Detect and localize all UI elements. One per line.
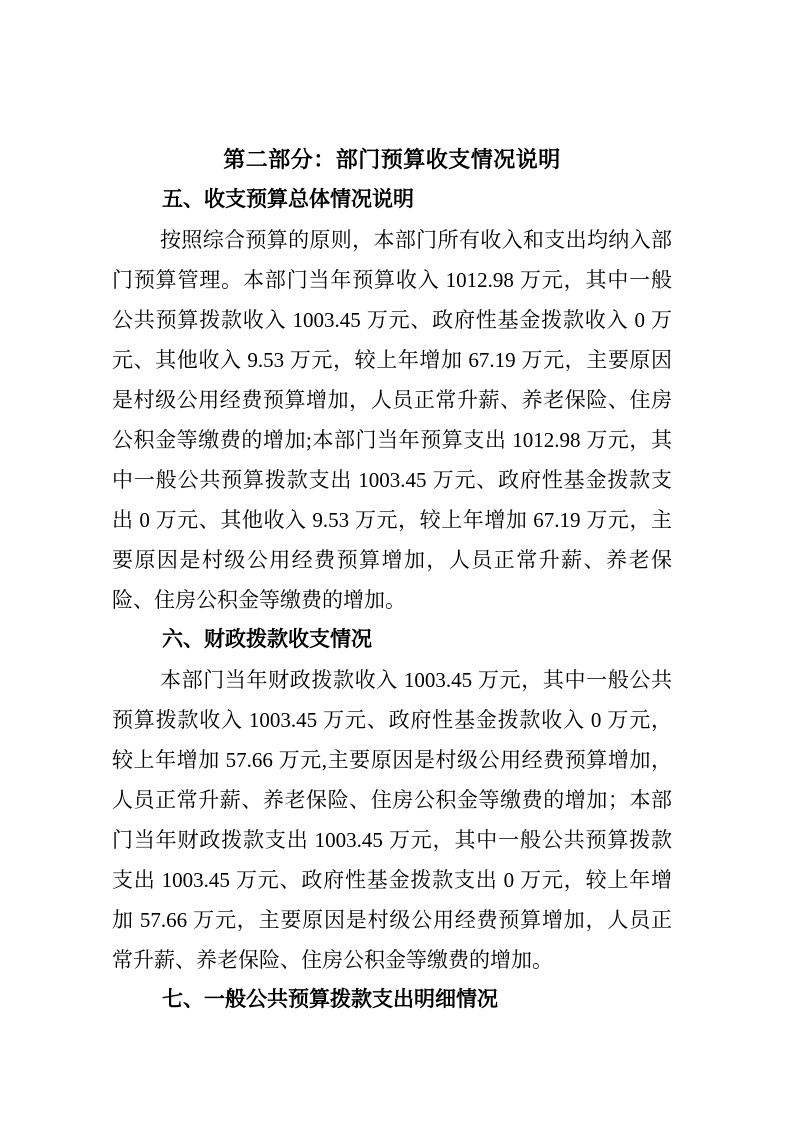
section-heading-overall-budget: 五、收支预算总体情况说明 [162, 188, 414, 211]
section-heading-fiscal-appropriation: 六、财政拨款收支情况 [162, 628, 372, 651]
section-fiscal-appropriation-paragraph: 本部门当年财政拨款收入 1003.45 万元，其中一般公共预算拨款收入 1003.45 万元、政府性基金拨款收入 0 万元，较上年增加 57.66 万元,主要原因是村级公用经费预算增加，人员正常升薪、养老保险、住房公积金等缴费的增加；本部门当年财政拨款支出 1003.45 万元，其中一般公共预算拨款支出 1003.45 万元、政府性基金拨款支出 0 万元，较上年增加 57.66 万元，主要原因是村级公用经费预算增加，人员正常升薪、养老保险、住房公积金等缴费的增加。 [112, 668, 672, 972]
section-overall-budget-paragraph: 按照综合预算的原则，本部门所有收入和支出均纳入部门预算管理。本部门当年预算收入 1012.98 万元，其中一般公共预算拨款收入 1003.45 万元、政府性基金拨款收入 0 万元、其他收入 9.53 万元，较上年增加 67.19 万元，主要原因是村级公用经费预算增加，人员正常升薪、养老保险、住房公积金等缴费的增加;本部门当年预算支出 1012.98 万元，其中一般公共预算拨款支出 1003.45 万元、政府性基金拨款支出 0 万元、其他收入 9.53 万元，较上年增加 67.19 万元，主要原因是村级公用经费预算增加，人员正常升薪、养老保险、住房公积金等缴费的增加。 [112, 228, 672, 612]
document-title: 第二部分：部门预算收支情况说明 [223, 147, 561, 172]
section-heading-general-public-budget-detail: 七、一般公共预算拨款支出明细情况 [162, 988, 498, 1011]
